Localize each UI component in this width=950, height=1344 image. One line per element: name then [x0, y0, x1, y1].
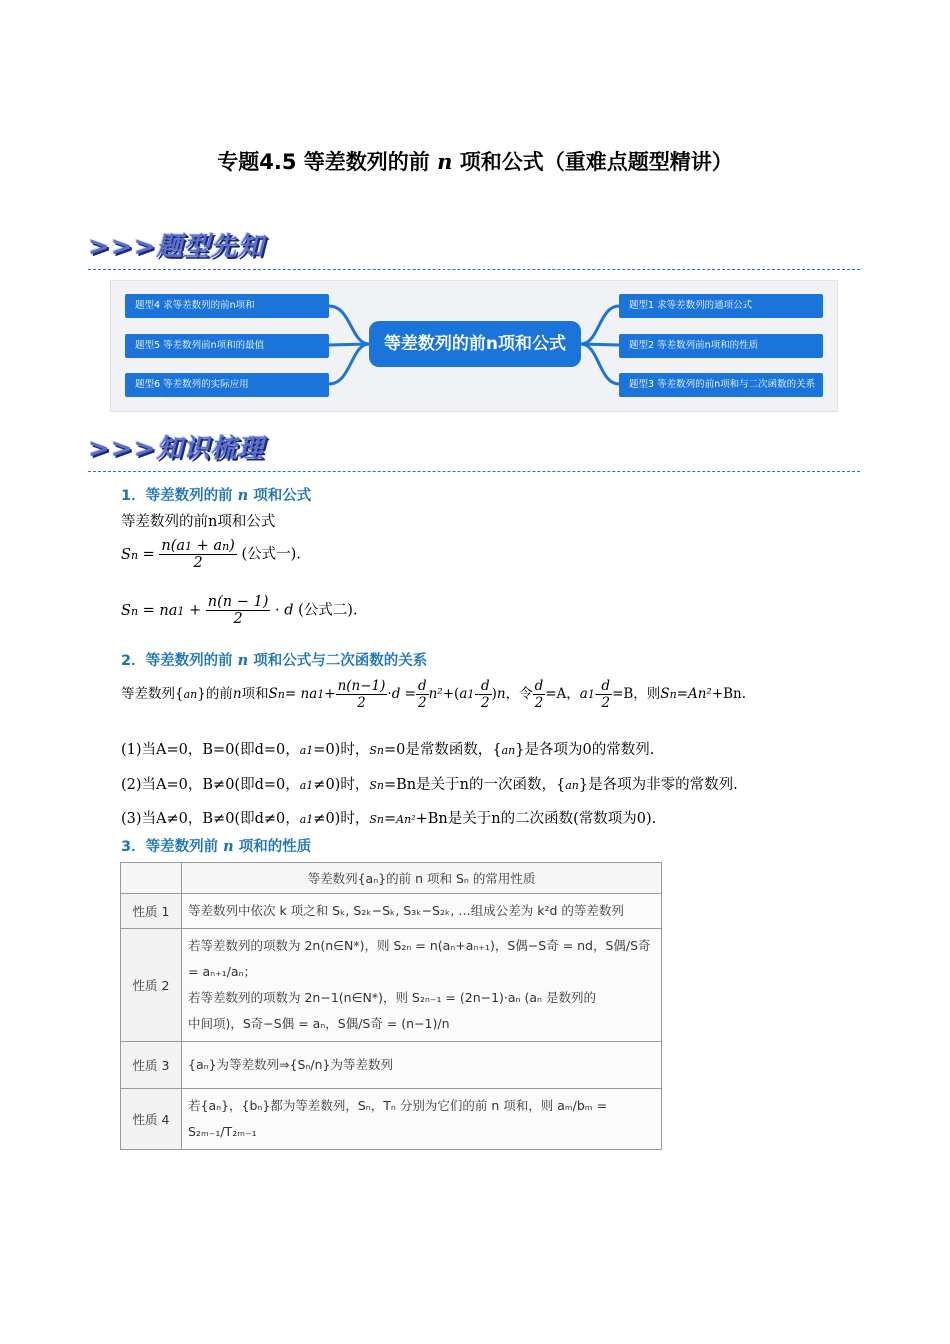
formula-2: Sn = na1 + $\frac{n(n - 1)}{2}$ · d (公式二). [121, 594, 358, 627]
mm-left-3: 题型6 等差数列的实际应用 [125, 373, 329, 397]
section-3-heading: 3．等差数列前 n 项和的性质 [121, 838, 312, 855]
mm-right-3: 题型3 等差数列的前n项和与二次函数的关系 [619, 373, 823, 397]
section-2-heading: 2．等差数列的前 n 项和公式与二次函数的关系 [121, 652, 428, 669]
table-row: 性质 1 等差数列中依次 k 项之和 Sₖ, S₂ₖ−Sₖ, S₃ₖ−S₂ₖ, …组成公差为 k²d 的等差数列 [121, 894, 662, 929]
s2-case-2: (2)当A=0，B≠0(即d=0，a1≠0)时，Sn=Bn是关于n的一次函数，{an}是各项为非零的常数列. [121, 777, 738, 793]
mm-right-1: 题型1 求等差数列的通项公式 [619, 294, 823, 318]
s2-case-1: (1)当A=0，B=0(即d=0，a1=0)时，Sn=0是常数函数，{an}是各项为0的常数列. [121, 742, 655, 758]
banner-knowledge: >>>知识梳理 [88, 428, 860, 472]
banner-preview: >>>题型先知 [88, 226, 860, 270]
table-header: 等差数列{aₙ}的前 n 项和 Sₙ 的常用性质 [182, 863, 662, 894]
mm-left-2: 题型5 等差数列前n项和的最值 [125, 334, 329, 358]
section-1-heading: 1．等差数列的前 n 项和公式 [121, 487, 312, 504]
properties-table [120, 862, 662, 1150]
s2-case-3: (3)当A≠0，B≠0(即d≠0，a1≠0)时，Sn=An²+Bn是关于n的二次函数(常数项为0). [121, 811, 657, 827]
mind-map [110, 280, 838, 412]
table-row: 性质 4 若{aₙ}，{bₙ}都为等差数列，Sₙ，Tₙ 分别为它们的前 n 项和，则 aₘ/bₘ = S₂ₘ₋₁/T₂ₘ₋₁ [121, 1089, 662, 1150]
mm-center: 等差数列的前n项和公式 [369, 321, 581, 367]
s2-formula-line: 等差数列{an}的前n项和Sn= na1+ $\frac{n(n-1)}{2}$ ·d = $\frac{d}{2}$ n²+(a1- $\frac{d}{2}$ )n，令 $\frac{d}{2}$ =A，a1- $\frac{d}{2}$ =B，则Sn=An²+Bn. [121, 678, 747, 711]
formula-1: Sn = $\frac{n(a1 + an)}{2}$ (公式一). [121, 538, 301, 571]
mm-left-1: 题型4 求等差数列的前n项和 [125, 294, 329, 318]
table-row: 性质 2 若等差数列的项数为 2n(n∈N*)，则 S₂ₙ = n(aₙ+aₙ₊₁)，S偶−S奇 = nd，S偶/S奇 = aₙ₊₁/aₙ； 若等差数列的项数为 2n−1(n∈N*)，则 S₂ₙ₋₁ = (2n−1)·aₙ (aₙ 是数列的 中间项)，S奇−S偶 = aₙ，S偶/S奇 = (n−1)/n [121, 929, 662, 1042]
mm-right-2: 题型2 等差数列前n项和的性质 [619, 334, 823, 358]
s1-intro: 等差数列的前n项和公式 [121, 514, 276, 530]
page-title: 专题4.5 等差数列的前 n 项和公式（重难点题型精讲） [217, 149, 733, 174]
table-row: 性质 3 {aₙ}为等差数列⇒{Sₙ/n}为等差数列 [121, 1042, 662, 1089]
